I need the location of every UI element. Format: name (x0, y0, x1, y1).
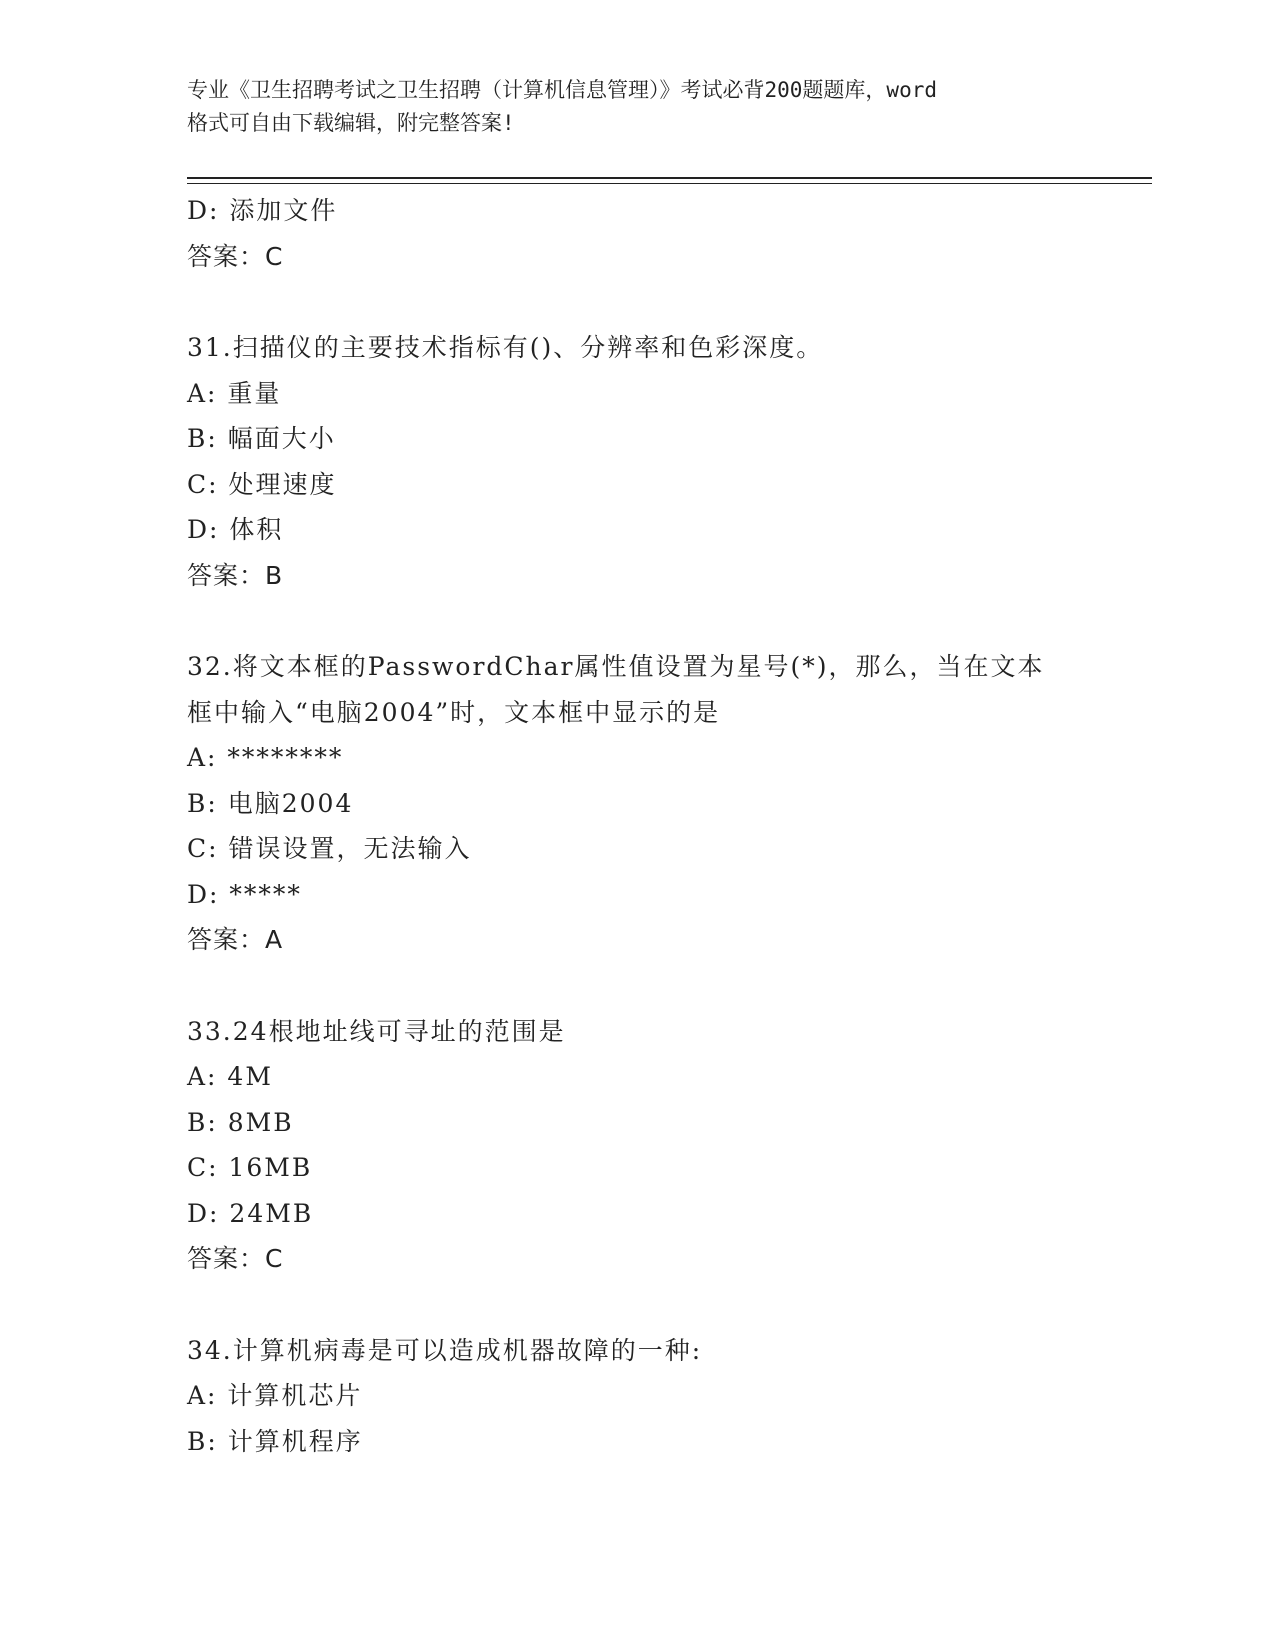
question-stem: 32.将文本框的PasswordChar属性值设置为星号(*)，那么，当在文本 (187, 652, 1045, 681)
header-rule-thick (187, 177, 1152, 179)
answer-line: 答案：C (187, 1244, 284, 1273)
question-stem-continued: 框中输入“电脑2004”时，文本框中显示的是 (187, 697, 721, 727)
answer-line: 答案：C (187, 241, 284, 271)
question-list (187, 188, 1117, 1464)
question-stem: 34.计算机病毒是可以造成机器故障的一种: (187, 1335, 703, 1365)
document-header (187, 74, 1107, 140)
answer-line: 答案：A (187, 925, 284, 954)
option-d: D: 体积 (187, 515, 284, 544)
option-a: A: 重量 (187, 378, 282, 408)
question-31 (187, 325, 1117, 598)
option-c: C: 处理速度 (187, 469, 337, 499)
question-34 (187, 1328, 1117, 1465)
header-line-1: 专业《卫生招聘考试之卫生招聘（计算机信息管理）》考试必背200题题库，word (187, 78, 937, 102)
question-stem: 33.24根地址线可寻址的范围是 (187, 1016, 566, 1046)
option-c: C: 16MB (187, 1153, 313, 1182)
question-33 (187, 1009, 1117, 1282)
option-d: D: ***** (187, 879, 302, 909)
option-b: B: 8MB (187, 1107, 294, 1137)
option-a: A: ******** (187, 743, 344, 772)
option-c: C: 错误设置，无法输入 (187, 834, 472, 863)
option-a: A: 4M (187, 1062, 273, 1091)
answer-line: 答案：B (187, 560, 284, 590)
option-d: D: 24MB (187, 1198, 314, 1228)
question-stem: 31.扫描仪的主要技术指标有()、分辨率和色彩深度。 (187, 333, 824, 362)
option-b: B: 计算机程序 (187, 1426, 363, 1456)
option-b: B: 电脑2004 (187, 788, 354, 818)
option-d: D: 添加文件 (187, 196, 338, 225)
question-32 (187, 644, 1117, 963)
option-b: B: 幅面大小 (187, 424, 336, 453)
header-rule-thin (187, 183, 1152, 184)
option-a: A: 计算机芯片 (187, 1381, 363, 1410)
question-30-tail (187, 188, 1117, 279)
header-line-2: 格式可自由下载编辑，附完整答案! (187, 111, 515, 135)
